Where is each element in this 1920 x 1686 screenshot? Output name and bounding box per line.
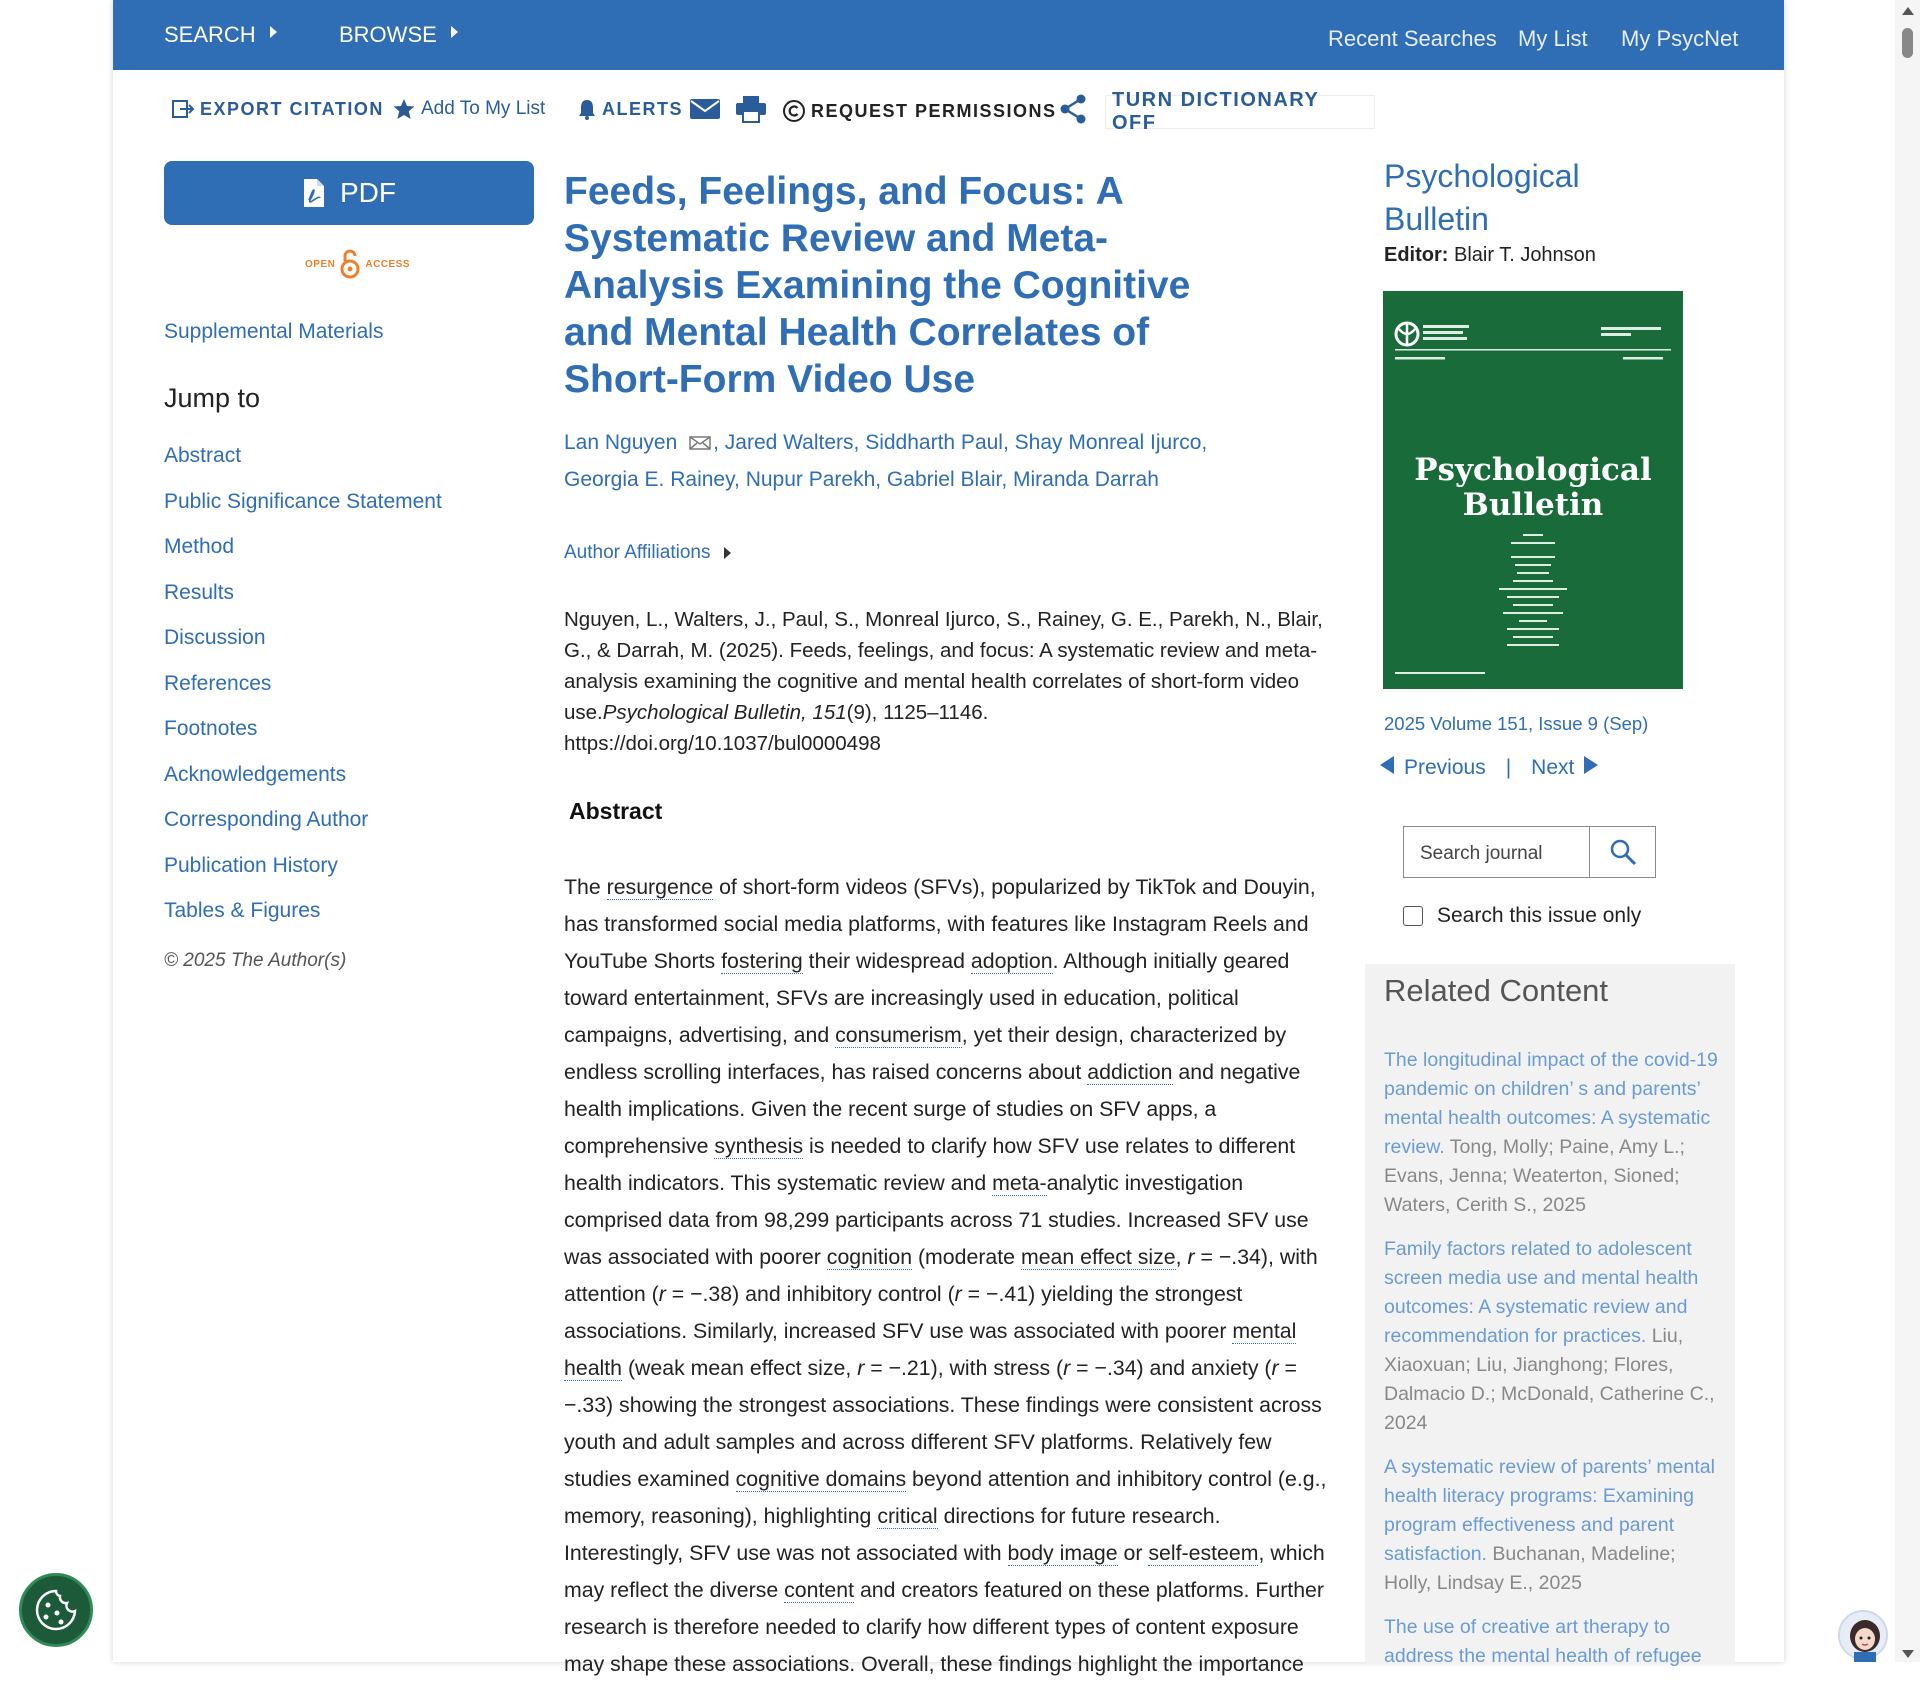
bell-icon — [577, 98, 597, 120]
editor-name: Blair T. Johnson — [1448, 244, 1596, 266]
export-citation-button[interactable] — [171, 92, 384, 126]
jump-link-publication-history[interactable]: Publication History — [164, 853, 338, 877]
share-icon — [1059, 94, 1087, 124]
jump-link-footnotes[interactable]: Footnotes — [164, 717, 258, 740]
dictionary-term[interactable]: resurgence — [606, 875, 714, 899]
dictionary-term[interactable]: addiction — [1087, 1060, 1173, 1084]
checkbox-icon[interactable] — [1403, 906, 1423, 926]
dictionary-toggle[interactable] — [1105, 89, 1375, 134]
related-item-authors: Buchanan, Madeline; Holly, Lindsay E., 2025 — [1384, 1543, 1676, 1594]
cover-editor-lines-icon — [1383, 486, 1683, 686]
journal-title-link[interactable]: Psychological Bulletin — [1384, 158, 1580, 237]
jump-link-acknowledgements[interactable]: Acknowledgements — [164, 762, 347, 786]
related-content-panel — [1365, 964, 1735, 1667]
my-list-link[interactable]: My List — [1518, 26, 1588, 51]
cookie-settings-button[interactable] — [19, 1573, 93, 1647]
author-link-first[interactable]: Lan Nguyen — [564, 431, 678, 454]
alerts-button[interactable] — [577, 92, 683, 126]
open-access-badge — [305, 249, 410, 279]
jump-link-results[interactable]: Results — [164, 580, 235, 604]
jump-to-heading: Jump to — [164, 383, 261, 413]
previous-label: Previous — [1404, 756, 1486, 779]
scroll-down-icon[interactable] — [1902, 1650, 1914, 1658]
related-content-list — [1384, 1046, 1719, 1686]
add-to-list-button[interactable] — [392, 92, 545, 126]
copyright-icon — [782, 99, 806, 123]
citation-main: Nguyen, L., Walters, J., Paul, S., Monreal Ijurco, S., Rainey, G. E., Parekh, N., Blair, G., & Darrah, M. (2025). Feeds, feelings, and focus: A systematic review and meta-analysis examining the cognitive and mental health correlates of short-form video use. — [564, 608, 1323, 724]
assistant-avatar-icon — [1840, 1612, 1890, 1662]
author-affiliations-label: Author Affiliations — [564, 542, 711, 563]
add-to-list-label: Add To My List — [421, 98, 546, 119]
dictionary-term[interactable]: adoption — [970, 949, 1053, 973]
issue-link[interactable]: 2025 Volume 151, Issue 9 (Sep) — [1384, 713, 1649, 734]
jump-link-references[interactable]: References — [164, 671, 272, 695]
jump-link-abstract[interactable]: Abstract — [164, 444, 242, 467]
dictionary-term[interactable]: cognition — [826, 1245, 913, 1269]
open-lock-icon — [339, 249, 361, 279]
browse-menu[interactable] — [339, 22, 458, 48]
caret-right-icon — [270, 26, 277, 38]
dictionary-term[interactable]: meta- — [992, 1171, 1047, 1195]
doi-link[interactable]: https://doi.org/10.1037/bul0000498 — [564, 732, 881, 755]
envelope-icon — [689, 97, 721, 121]
author-affiliations-toggle[interactable] — [564, 542, 731, 564]
dictionary-term[interactable]: self-esteem — [1148, 1541, 1259, 1565]
cover-title: Psychological Bulletin — [1414, 452, 1652, 523]
chat-assistant-avatar[interactable] — [1838, 1610, 1888, 1660]
printer-icon — [735, 95, 767, 123]
jump-to-list — [164, 442, 442, 943]
mail-icon[interactable] — [689, 435, 711, 451]
next-label: Next — [1531, 756, 1575, 779]
open-access-access-text: ACCESS — [365, 258, 411, 270]
journal-cover-image[interactable] — [1383, 291, 1683, 689]
article-toolbar — [165, 89, 1375, 134]
recent-searches-link[interactable]: Recent Searches — [1328, 26, 1497, 51]
related-item-link[interactable]: The use of creative art therapy to address the mental health of refugee — [1384, 1616, 1702, 1667]
related-item — [1384, 1046, 1719, 1220]
my-psycnet-link[interactable]: My PsycNet — [1621, 26, 1739, 51]
dictionary-term[interactable]: consumerism — [835, 1023, 962, 1047]
related-item-authors: Liu, Xiaoxuan; Liu, Jianghong; Flores, Dalmacio D.; McDonald, Catherine C., 2024 — [1384, 1325, 1715, 1434]
related-item-authors: Tong, Molly; Paine, Amy L.; Evans, Jenna; Weaterton, Sioned; Waters, Cerith S., 2025 — [1384, 1136, 1685, 1216]
scrollbar-thumb[interactable] — [1902, 28, 1913, 58]
dictionary-term[interactable]: body image — [1007, 1541, 1118, 1565]
apa-logo-icon — [1383, 291, 1683, 371]
scroll-up-icon[interactable] — [1902, 7, 1914, 15]
abstract-heading: Abstract — [569, 798, 663, 824]
jump-link-public-significance[interactable]: Public Significance Statement — [164, 489, 442, 513]
citation-text — [564, 604, 1344, 759]
related-item — [1384, 1453, 1719, 1598]
jump-link-method[interactable]: Method — [164, 535, 235, 558]
dictionary-term[interactable]: fostering — [721, 949, 803, 973]
nav-separator: | — [1505, 756, 1512, 779]
related-item-link[interactable]: The longitudinal impact of the covid-19 pandemic on children’ s and parents’ mental health outcomes: A systematic review. — [1384, 1049, 1718, 1158]
email-button[interactable] — [689, 92, 726, 126]
page-scrollbar[interactable] — [1895, 0, 1920, 1662]
request-permissions-button[interactable] — [782, 94, 1057, 128]
search-menu[interactable] — [164, 22, 277, 48]
export-icon — [171, 98, 195, 120]
top-nav-bar — [113, 0, 1784, 70]
editor-label: Editor: — [1384, 244, 1449, 266]
export-citation-label: EXPORT CITATION — [200, 98, 384, 119]
print-button[interactable] — [735, 92, 772, 126]
citation-journal: Psychological Bulletin, 151 — [602, 701, 847, 724]
arrow-right-icon — [1584, 756, 1598, 774]
pdf-label: PDF — [340, 177, 396, 208]
search-issue-only-label: Search this issue only — [1437, 904, 1642, 927]
issue-navigation — [1380, 756, 1598, 780]
related-item — [1384, 1613, 1719, 1671]
dictionary-term[interactable]: mental health — [564, 1319, 1297, 1380]
jump-link-tables-figures[interactable]: Tables & Figures — [164, 899, 321, 922]
arrow-left-icon — [1380, 756, 1394, 774]
citation-pages: (9), 1125–1146. — [846, 701, 989, 724]
request-permissions-label: REQUEST PERMISSIONS — [811, 100, 1057, 121]
copyright-notice: © 2025 The Author(s) — [164, 950, 347, 971]
search-icon — [1609, 838, 1637, 866]
related-item-link[interactable]: Family factors related to adolescent screen media use and mental health outcomes: A systematic review and recommendation for practices. — [1384, 1238, 1699, 1347]
open-access-open-text: OPEN — [305, 258, 336, 270]
next-link[interactable] — [1531, 756, 1598, 780]
browse-menu-label: BROWSE — [339, 22, 437, 47]
author-links-rest[interactable]: , Jared Walters, Siddharth Paul, Shay Monreal Ijurco, Georgia E. Rainey, Nupur Parekh, Gabriel Blair, Miranda Darrah — [564, 431, 1208, 491]
cookie-icon — [33, 1587, 79, 1633]
author-list — [564, 424, 1244, 498]
article-title: Feeds, Feelings, and Focus: A Systematic Review and Meta-Analysis Examining the Cognitive and Mental Health Correlates of Short-Form Video Use — [564, 170, 1191, 401]
dictionary-term[interactable]: critical — [877, 1504, 938, 1528]
dictionary-toggle-label: TURN DICTIONARY OFF — [1112, 89, 1319, 134]
dictionary-term[interactable]: mean effect size — [1020, 1245, 1176, 1269]
related-item — [1384, 1235, 1719, 1438]
jump-link-corresponding-author[interactable]: Corresponding Author — [164, 808, 369, 831]
related-content-heading: Related Content — [1384, 973, 1609, 1008]
caret-right-icon — [451, 26, 458, 38]
dictionary-term[interactable]: content — [784, 1578, 855, 1602]
supplemental-materials-link[interactable]: Supplemental Materials — [164, 320, 384, 343]
abstract-text: The resurgence of short-form videos (SFVs), popularized by TikTok and Douyin, has transformed social media platforms, with features like Instagram Reels and YouTube Shorts fostering their widespread adoption. Although initially geared toward entertainment, SFVs are increasingly used in education, political campaigns, advertising, and consumerism, yet their design, characterized by endless scrolling interfaces, has raised concerns about addiction and negative health implications. Given the recent surge of studies on SFV apps, a comprehensive synthesis is needed to clarify how SFV use relates to different health indicators. This systematic review and meta-analytic investigation comprised data from 98,299 participants across 71 studies. Increased SFV use was associated with poorer cognition (moderate mean effect size, r = −.34), with attention (r = −.38) and inhibitory control (r = −.41) yielding the strongest associations. Similarly, increased SFV use was associated with poorer mental health (weak mean effect size, r = −.21), with stress (r = −.34) and anxiety (r = −.33) showing the strongest associations. These findings were consistent across youth and adult samples and across different SFV platforms. Relatively few studies examined cognitive domains beyond attention and inhibitory control (e.g., memory, reasoning), highlighting critical directions for future research. Interestingly, SFV use was not associated with body image or self-esteem, which may reflect the diverse content and creators featured on these platforms. Further research is therefore needed to clarify how different types of content exposure may shape these associations. Overall, these findings highlight the importance — [564, 875, 1327, 1676]
share-button[interactable] — [1059, 92, 1092, 126]
dictionary-term[interactable]: cognitive domains — [735, 1467, 907, 1491]
search-menu-label: SEARCH — [164, 22, 256, 47]
search-issue-only-checkbox[interactable] — [1403, 904, 1641, 928]
dictionary-term[interactable]: synthesis — [714, 1134, 804, 1158]
related-item-link[interactable]: A systematic review of parents’ mental health literacy programs: Examining program effectiveness and parent satisfaction. — [1384, 1456, 1715, 1565]
star-icon — [392, 98, 416, 120]
pdf-button[interactable] — [164, 161, 534, 225]
jump-link-discussion[interactable]: Discussion — [164, 626, 266, 649]
caret-right-icon — [724, 547, 731, 559]
previous-link[interactable] — [1380, 756, 1486, 780]
journal-search-button[interactable] — [1589, 826, 1656, 878]
journal-editor — [1384, 244, 1596, 267]
pdf-file-icon — [302, 178, 326, 208]
alerts-label: ALERTS — [602, 98, 683, 119]
journal-search-input[interactable]: Search journal — [1403, 826, 1655, 878]
